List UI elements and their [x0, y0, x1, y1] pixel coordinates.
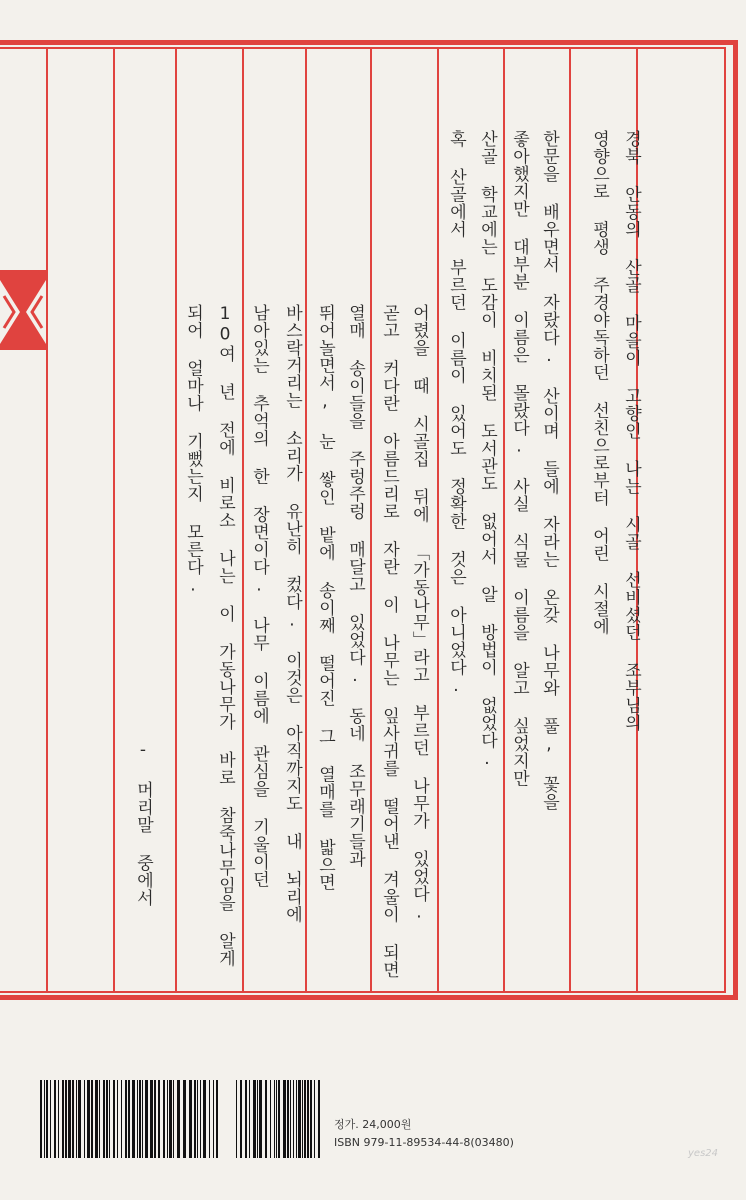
column-rule [175, 49, 177, 991]
barcode-bar [298, 1080, 301, 1158]
barcode-bar [117, 1080, 118, 1158]
barcode-bar [125, 1080, 127, 1158]
barcode-bar [87, 1080, 90, 1158]
barcode-bar [216, 1080, 218, 1158]
barcode-bar [177, 1080, 180, 1158]
barcode-bar [257, 1080, 258, 1158]
barcode-bar [91, 1080, 93, 1158]
barcode-bar [113, 1080, 115, 1158]
barcode-bar [158, 1080, 160, 1158]
text-column: 곧고 커다란 아름드리로 자란 이 나무는 잎사귀를 떨어낸 겨울이 되면 [379, 304, 399, 979]
barcode-bar [58, 1080, 59, 1158]
column-rule [503, 49, 505, 991]
barcode-bar [307, 1080, 309, 1158]
barcode-bar [203, 1080, 206, 1158]
barcode-bar [270, 1080, 271, 1158]
barcode-bar [213, 1080, 214, 1158]
barcode-bar [163, 1080, 165, 1158]
barcode-bar [259, 1080, 262, 1158]
barcode-bar [76, 1080, 77, 1158]
barcode-bar [169, 1080, 172, 1158]
text-column: 열매 송이들을 주렁주렁 매달고 있었다. 동네 조무래기들과 [345, 304, 365, 868]
barcode-bar [150, 1080, 153, 1158]
column-rule [305, 49, 307, 991]
text-column: 어렸을 때 시골집 뒤에 「가동나무」라고 부르던 나무가 있었다. [409, 304, 429, 923]
barcode-bar [50, 1080, 51, 1158]
barcode-bar [54, 1080, 56, 1158]
barcode-bar [46, 1080, 48, 1158]
text-column: 산골 학교에는 도감이 비치된 도서관도 없어서 알 방법이 없었다. [477, 130, 497, 770]
barcode-bar [62, 1080, 64, 1158]
column-rule [370, 49, 372, 991]
barcode-bar [236, 1080, 237, 1158]
barcode-bar [173, 1080, 174, 1158]
barcode-bar [314, 1080, 315, 1158]
barcode-bar [245, 1080, 247, 1158]
barcode-bar [84, 1080, 85, 1158]
barcode-bar [240, 1080, 242, 1158]
isbn-barcode [40, 1080, 320, 1158]
barcode-bar [290, 1080, 291, 1158]
barcode-bar [249, 1080, 250, 1158]
barcode-bar [209, 1080, 210, 1158]
barcode-bar [200, 1080, 201, 1158]
barcode-bar [183, 1080, 186, 1158]
barcode-bar [302, 1080, 303, 1158]
barcode-bar [278, 1080, 280, 1158]
barcode-bar [65, 1080, 67, 1158]
barcode-bar [109, 1080, 110, 1158]
isbn-label: ISBN 979-11-89534-44-8(03480) [334, 1136, 514, 1149]
barcode-bar [132, 1080, 135, 1158]
text-column: 남아있는 추억의 한 장면이다. 나무 이름에 관심을 기울이던 [249, 304, 269, 888]
column-rule [46, 49, 48, 991]
column-rule [113, 49, 115, 991]
text-column: 경북 안동의 산골 마을이 고향인 나는 시골 선비셨던 조부님의 [621, 130, 641, 732]
barcode-bar [296, 1080, 297, 1158]
barcode-bar [167, 1080, 168, 1158]
barcode-bar [189, 1080, 192, 1158]
barcode-bar [318, 1080, 320, 1158]
barcode-bar [283, 1080, 286, 1158]
watermark: yes24 [688, 1148, 719, 1159]
barcode-bar [78, 1080, 81, 1158]
barcode-bar [68, 1080, 71, 1158]
barcode-bar [194, 1080, 196, 1158]
barcode-bar [154, 1080, 156, 1158]
column-rule [242, 49, 244, 991]
text-column: 뛰어놀면서, 눈 쌓인 밭에 송이째 떨어진 그 열매를 밟으면 [315, 304, 335, 891]
text-column: 혹 산골에서 부르던 이름이 있어도 정확한 것은 아니었다. [446, 130, 466, 697]
barcode-bar [145, 1080, 148, 1158]
barcode-bar [137, 1080, 138, 1158]
text-column: 10여 년 전에 비로소 나는 이 가동나무가 바로 참죽나무임을 알게 [215, 304, 235, 967]
barcode-bar [40, 1080, 42, 1158]
barcode-bar [99, 1080, 100, 1158]
fish-tail-ornament [0, 270, 48, 350]
barcode-bar [253, 1080, 256, 1158]
column-rule [437, 49, 439, 991]
barcode-bar [103, 1080, 105, 1158]
barcode-bar [121, 1080, 122, 1158]
text-column: 되어 얼마나 기뻤는지 모른다. [183, 304, 203, 596]
barcode-bar [304, 1080, 306, 1158]
barcode-bar [139, 1080, 141, 1158]
barcode-bar [310, 1080, 312, 1158]
barcode-bar [95, 1080, 98, 1158]
column-rule [569, 49, 571, 991]
text-column: 바스락거리는 소리가 유난히 컸다. 이것은 아직까지도 내 뇌리에 [282, 304, 302, 923]
price-label: 정가. 24,000원 [334, 1118, 412, 1131]
text-column: 좋아했지만 대부분 이름은 몰랐다. 사실 식물 이름을 알고 싶었지만 [509, 130, 529, 787]
text-column: 한문을 배우면서 자랐다. 산이며 들에 자라는 온갖 나무와 풀, 꽃을 [539, 130, 559, 811]
barcode-bar [128, 1080, 130, 1158]
barcode-bar [44, 1080, 45, 1158]
barcode-bar [293, 1080, 294, 1158]
barcode-bar [265, 1080, 267, 1158]
barcode-bar [142, 1080, 143, 1158]
barcode-bar [276, 1080, 277, 1158]
barcode-bar [274, 1080, 275, 1158]
barcode-bar [72, 1080, 74, 1158]
barcode-bar [106, 1080, 108, 1158]
barcode-bar [287, 1080, 289, 1158]
text-column: 영향으로 평생 주경야독하던 선친으로부터 어린 시절에 [589, 130, 609, 635]
source-attribution: - 머리말 중에서 [133, 740, 153, 907]
barcode-bar [197, 1080, 198, 1158]
